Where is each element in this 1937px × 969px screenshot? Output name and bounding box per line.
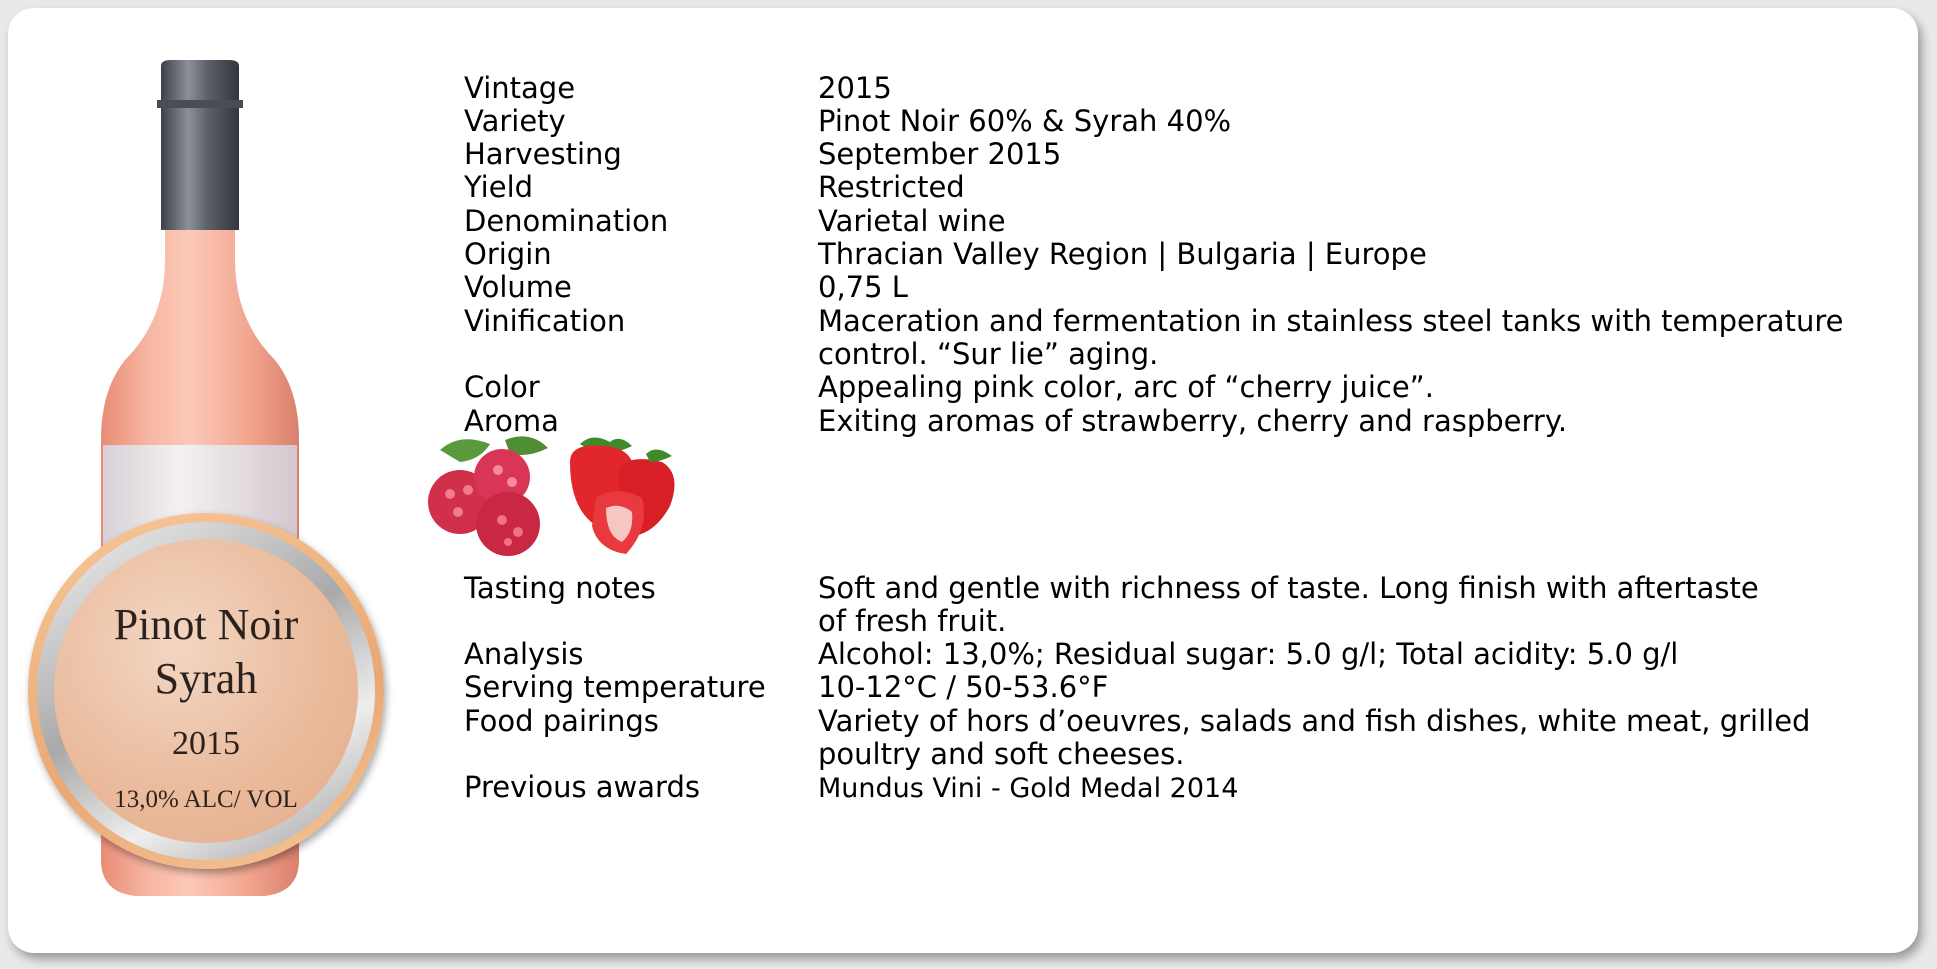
medallion-subtitle: Syrah [154, 654, 258, 703]
spec-value-volume: 0,75 L [818, 270, 908, 304]
spec-label-serving-temperature: Serving temperature [464, 670, 766, 704]
spec-label-tasting-notes: Tasting notes [464, 571, 656, 605]
spec-value-vinification: Maceration and fermentation in stainless steel tanks with temperature [818, 304, 1844, 338]
fruit-illustration [420, 432, 720, 562]
spec-value-aroma: Exiting aromas of strawberry, cherry and raspberry. [818, 404, 1568, 438]
spec-label-yield: Yield [464, 170, 534, 204]
spec-label-harvesting: Harvesting [464, 137, 622, 171]
spec-value-food-pairings: Variety of hors d’oeuvres, salads and fish dishes, white meat, grilled [818, 704, 1811, 738]
spec-label-analysis: Analysis [464, 637, 584, 671]
spec-label-variety: Variety [464, 104, 566, 138]
spec-value-harvesting: September 2015 [818, 137, 1062, 171]
spec-value-vintage: 2015 [818, 71, 892, 105]
strawberry-icon [570, 437, 675, 554]
spec-label-vinification: Vinification [464, 304, 626, 338]
spec-value-yield: Restricted [818, 170, 965, 204]
spec-value-origin: Thracian Valley Region | Bulgaria | Europe [818, 237, 1427, 271]
spec-label-origin: Origin [464, 237, 552, 271]
variety-medallion [28, 513, 384, 869]
spec-value-denomination: Varietal wine [818, 204, 1006, 238]
spec-label-vintage: Vintage [464, 71, 576, 105]
spec-label-volume: Volume [464, 270, 572, 304]
spec-label-food-pairings: Food pairings [464, 704, 659, 738]
spec-label-previous-awards: Previous awards [464, 770, 700, 804]
spec-value-analysis: Alcohol: 13,0%; Residual sugar: 5.0 g/l; Total acidity: 5.0 g/l [818, 637, 1679, 671]
raspberry-icon [428, 436, 548, 556]
spec-value-variety: Pinot Noir 60% & Syrah 40% [818, 104, 1232, 138]
spec-value-serving-temperature: 10-12°C / 50-53.6°F [818, 670, 1109, 704]
spec-label-aroma: Aroma [464, 404, 559, 438]
spec-value-vinification-line2: control. “Sur lie” aging. [818, 337, 1159, 371]
spec-label-color: Color [464, 370, 540, 404]
spec-value-tasting-notes: Soft and gentle with richness of taste. Long finish with aftertaste [818, 571, 1759, 605]
spec-value-color: Appealing pink color, arc of “cherry juice”. [818, 370, 1434, 404]
medallion-year: 2015 [172, 725, 240, 762]
medallion-alcohol: 13,0% ALC/ VOL [114, 786, 298, 813]
spec-value-food-pairings-line2: poultry and soft cheeses. [818, 737, 1185, 771]
spec-value-previous-awards: Mundus Vini - Gold Medal 2014 [818, 773, 1239, 804]
spec-value-tasting-notes-line2: of fresh fruit. [818, 604, 1007, 638]
medallion-title: Pinot Noir [113, 600, 299, 649]
spec-label-denomination: Denomination [464, 204, 669, 238]
